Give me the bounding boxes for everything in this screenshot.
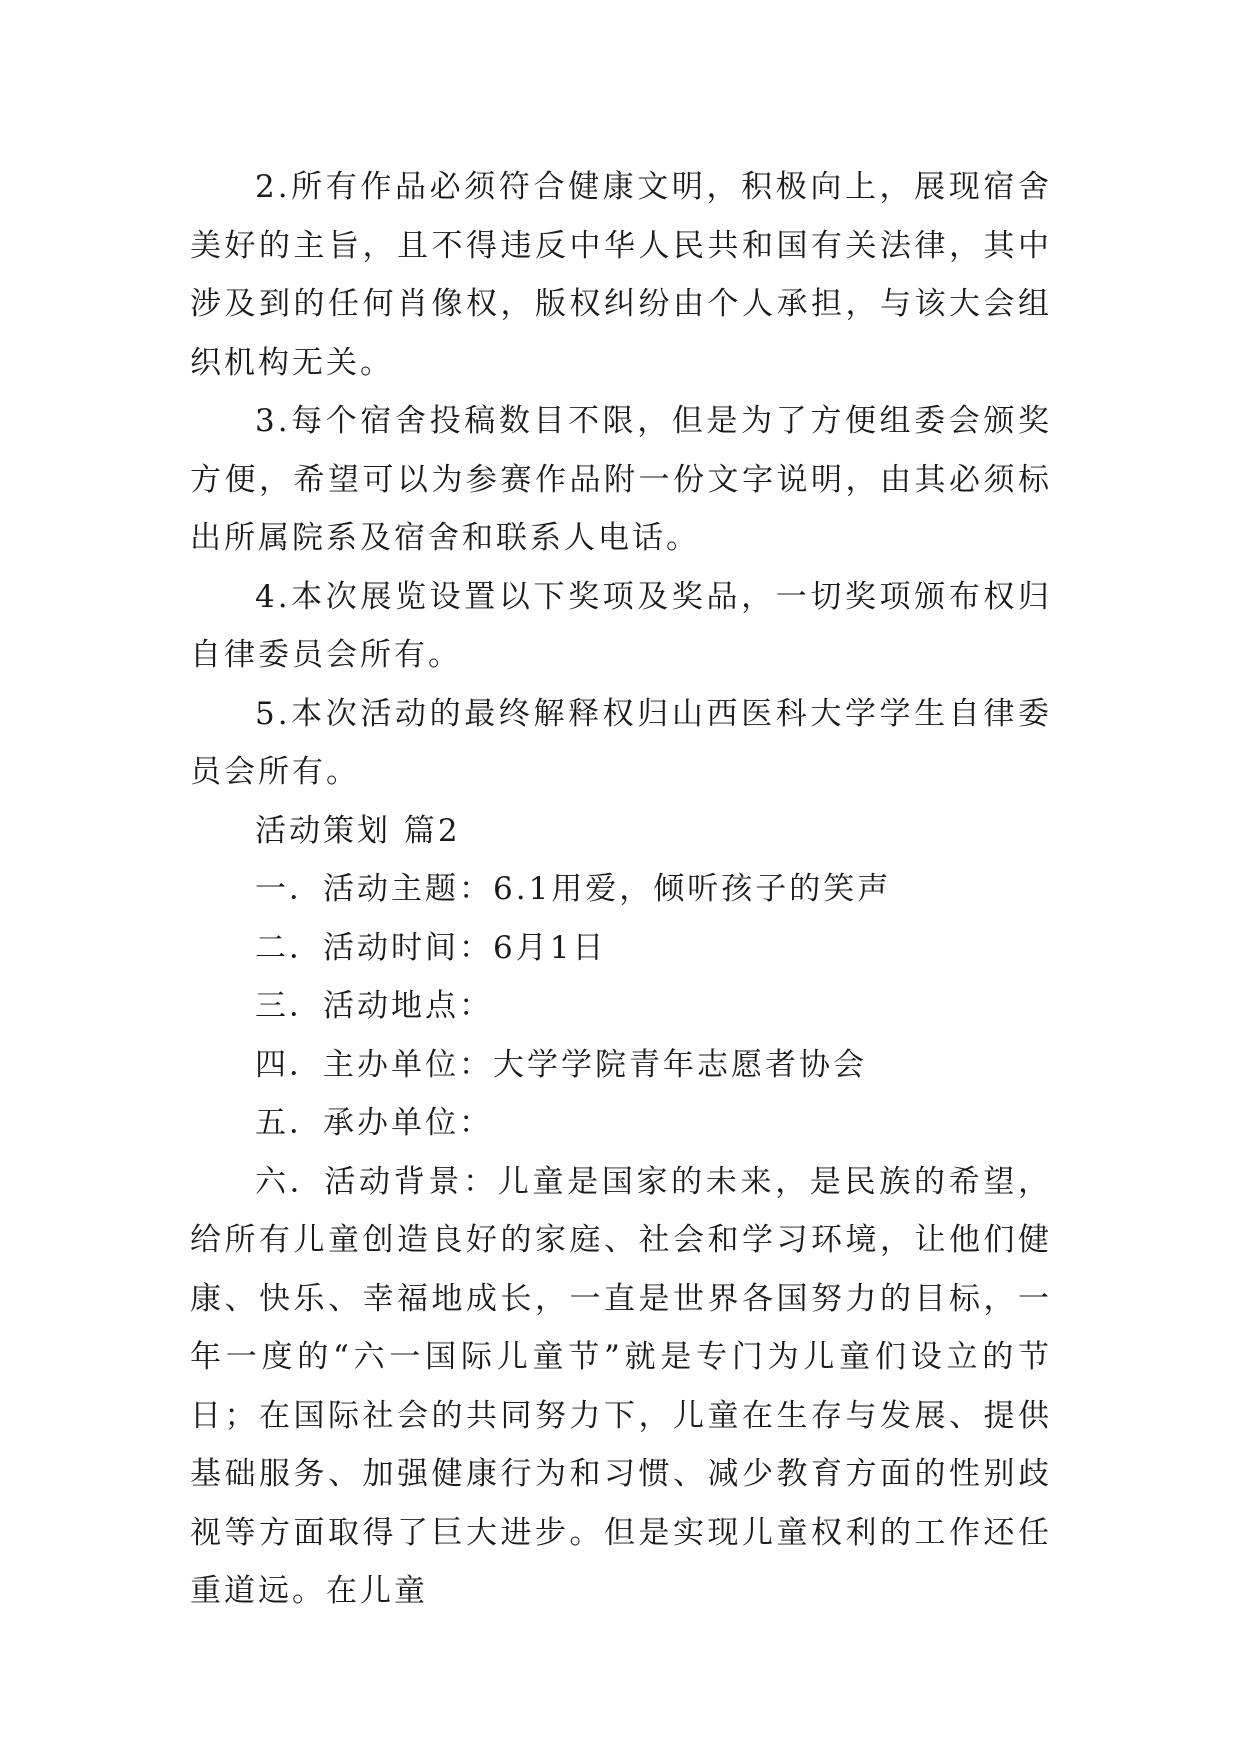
co-organizer: 五．承办单位： (255, 1105, 493, 1141)
document-body (190, 158, 1052, 1621)
activity-location: 三．活动地点： (255, 988, 493, 1024)
paragraph-rule-2: 2.所有作品必须符合健康文明，积极向上，展现宿舍美好的主旨，且不得违反中华人民共和国有关法律，其中涉及到的任何肖像权，版权纠纷由个人承担，与该大会组织机构无关。 (190, 169, 1052, 381)
activity-background: 六．活动背景：儿童是国家的未来，是民族的希望，给所有儿童创造良好的家庭、社会和学习环境，让他们健康、快乐、幸福地成长，一直是世界各国努力的目标，一年一度的“六一国际儿童节”就是专门为儿童们设立的节日；在国际社会的共同努力下，儿童在生存与发展、提供基础服务、加强健康行为和习惯、减少教育方面的性别歧视等方面取得了巨大进步。但是实现儿童权利的工作还任重道远。在儿童 (190, 1163, 1052, 1609)
paragraph-rule-4: 4.本次展览设置以下奖项及奖品，一切奖项颁布权归自律委员会所有。 (190, 578, 1052, 673)
section-heading: 活动策划 篇2 (255, 812, 461, 849)
activity-time: 二．活动时间：6月1日 (255, 929, 607, 966)
paragraph-rule-3: 3.每个宿舍投稿数目不限，但是为了方便组委会颁奖方便，希望可以为参赛作品附一份文字说明，由其必须标出所属院系及宿舍和联系人电话。 (190, 403, 1052, 556)
paragraph-rule-5: 5.本次活动的最终解释权归山西医科大学学生自律委员会所有。 (190, 695, 1052, 790)
organizer: 四．主办单位：大学学院青年志愿者协会 (255, 1046, 867, 1083)
activity-theme: 一．活动主题：6.1用爱，倾听孩子的笑声 (255, 871, 892, 907)
